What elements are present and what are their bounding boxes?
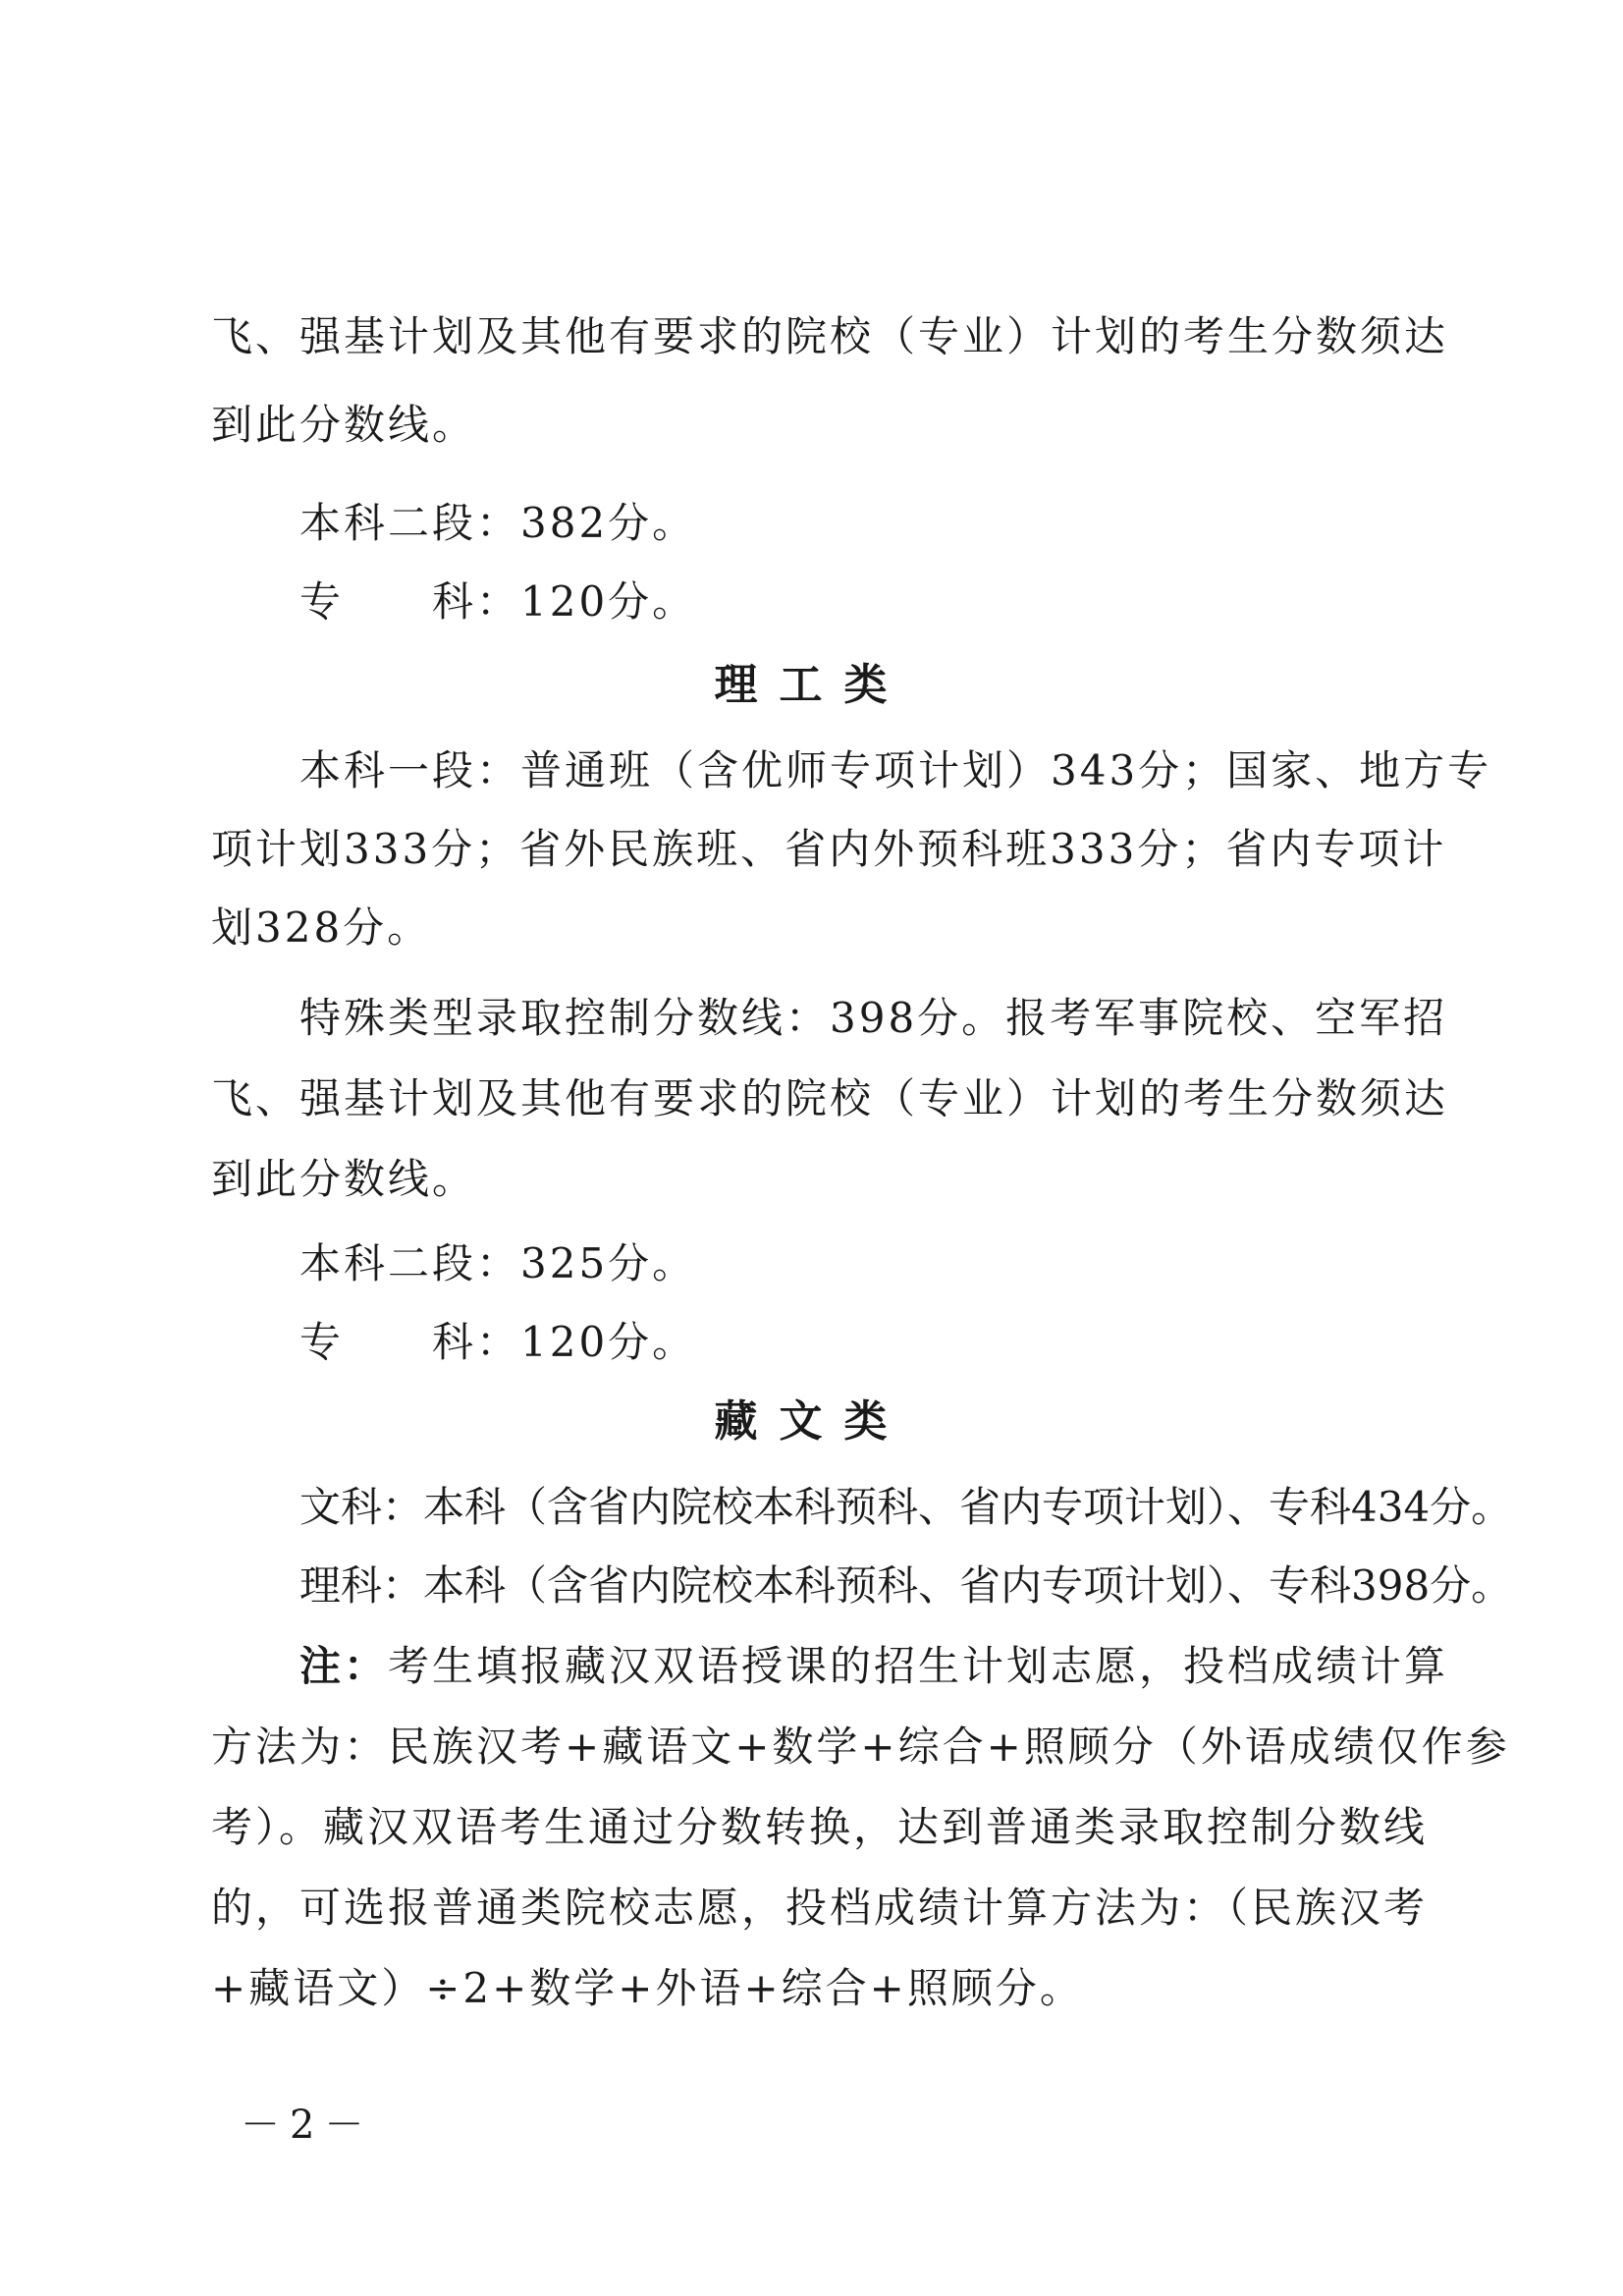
text-line: 专 科：120分。 [299, 1318, 697, 1366]
section-heading-tibetan: 藏文类 [714, 1396, 909, 1447]
text-line: 项计划333分；省外民族班、省内外预科班333分；省内专项计 [211, 825, 1447, 873]
text-line: 本科二段：382分。 [299, 499, 697, 547]
text-line: 到此分数线。 [211, 1155, 477, 1203]
text-line: 的，可选报普通类院校志愿，投档成绩计算方法为：（民族汉考 [211, 1884, 1429, 1932]
text-line: 考）。藏汉双语考生通过分数转换，达到普通类录取控制分数线 [211, 1803, 1429, 1851]
text-line: +藏语文）÷2+数学+外语+综合+照顾分。 [211, 1964, 1084, 2012]
page-number: －2－ [241, 2103, 374, 2148]
text-line: 划328分。 [211, 903, 432, 952]
text-line: 飞、强基计划及其他有要求的院校（专业）计划的考生分数须达 [211, 1074, 1449, 1122]
text-line: 方法为：民族汉考+藏语文+数学+综合+照顾分（外语成绩仅作参 [211, 1722, 1510, 1771]
text-line: 理科：本科（含省内院校本科预科、省内专项计划）、专科398分。 [299, 1561, 1513, 1610]
text-line: 本科二段：325分。 [299, 1239, 697, 1287]
note-line [299, 1642, 1517, 1691]
text-line: 文科：本科（含省内院校本科预科、省内专项计划）、专科434分。 [299, 1483, 1513, 1531]
section-heading-science: 理工类 [714, 660, 909, 710]
text-line: 本科一段：普通班（含优师专项计划）343分；国家、地方专 [299, 746, 1492, 794]
text-line: 特殊类型录取控制分数线：398分。报考军事院校、空军招 [299, 994, 1448, 1042]
text-line: 飞、强基计划及其他有要求的院校（专业）计划的考生分数须达 [211, 312, 1449, 360]
note-label: 注： [299, 1642, 389, 1690]
note-text: 考生填报藏汉双语授课的招生计划志愿，投档成绩计算 [388, 1642, 1449, 1690]
text-line: 到此分数线。 [211, 401, 477, 449]
text-line: 专 科：120分。 [299, 577, 697, 626]
